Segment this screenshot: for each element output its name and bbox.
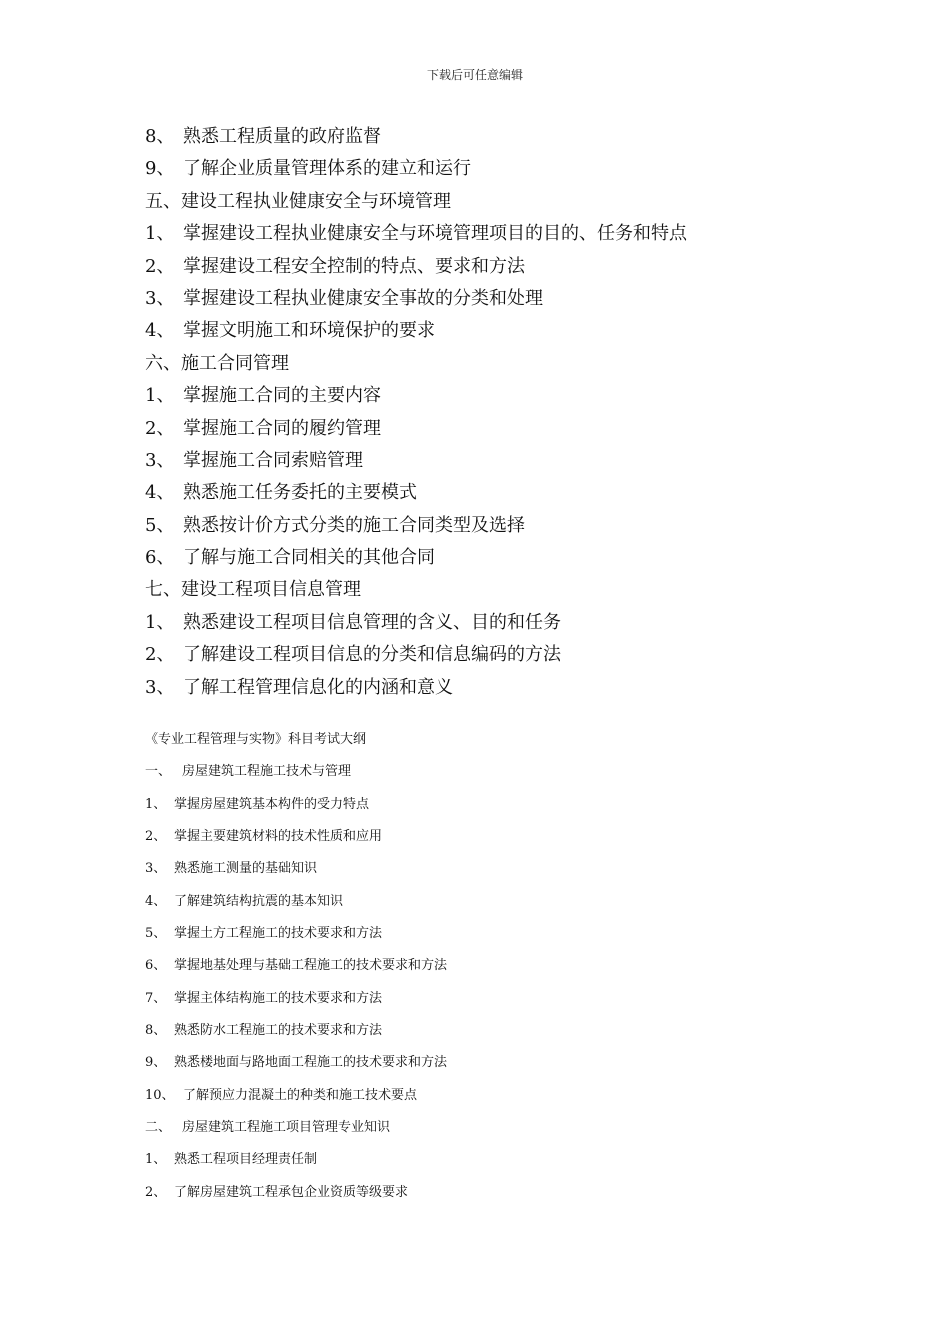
item-text: 熟悉按计价方式分类的施工合同类型及选择 xyxy=(183,514,525,536)
item-number: 3、 xyxy=(145,861,167,877)
item-number: 3、 xyxy=(145,287,175,309)
page-header-note: 下载后可任意编辑 xyxy=(426,68,523,82)
list-item xyxy=(145,121,905,153)
item-number: 6、 xyxy=(145,958,167,974)
item-text: 了解建筑结构抗震的基本知识 xyxy=(174,893,344,909)
item-number: 一、 xyxy=(145,764,172,780)
item-number: 5、 xyxy=(145,514,175,536)
item-text: 掌握施工合同的主要内容 xyxy=(183,385,381,407)
item-text: 了解工程管理信息化的内涵和意义 xyxy=(183,676,453,698)
syllabus-list-secondary xyxy=(145,724,905,1209)
list-item xyxy=(145,283,905,315)
item-number: 1、 xyxy=(145,385,175,407)
list-item xyxy=(145,821,905,853)
item-number: 4、 xyxy=(145,893,167,909)
item-number: 7、 xyxy=(145,990,167,1006)
list-item xyxy=(145,983,905,1015)
item-number: 3、 xyxy=(145,449,175,471)
item-number: 1、 xyxy=(145,611,175,633)
item-text: 了解企业质量管理体系的建立和运行 xyxy=(183,158,471,180)
item-text: 掌握主要建筑材料的技术性质和应用 xyxy=(174,829,383,845)
item-number: 2、 xyxy=(145,829,167,845)
list-item xyxy=(145,542,905,574)
section-heading-text: 房屋建筑工程施工项目管理专业知识 xyxy=(182,1120,391,1136)
item-number: 1、 xyxy=(145,796,167,812)
item-number: 1、 xyxy=(145,223,175,245)
item-text: 熟悉施工测量的基础知识 xyxy=(174,861,318,877)
list-item xyxy=(145,380,905,412)
item-text: 熟悉工程质量的政府监督 xyxy=(183,126,381,147)
item-text: 掌握地基处理与基础工程施工的技术要求和方法 xyxy=(174,958,448,974)
list-item xyxy=(145,477,905,509)
section-heading xyxy=(145,348,905,380)
item-text: 了解与施工合同相关的其他合同 xyxy=(183,547,435,569)
section-heading-text: 房屋建筑工程施工技术与管理 xyxy=(182,764,352,780)
list-item xyxy=(145,639,905,671)
list-item xyxy=(145,218,905,250)
section-heading-text: 六、施工合同管理 xyxy=(145,352,289,374)
item-number: 3、 xyxy=(145,676,175,698)
document-subtitle: 《专业工程管理与实物》科目考试大纲 xyxy=(145,732,367,747)
syllabus-list-main xyxy=(145,121,905,704)
list-item xyxy=(145,950,905,982)
list-item xyxy=(145,1047,905,1079)
item-text: 掌握房屋建筑基本构件的受力特点 xyxy=(174,796,370,812)
item-number: 1、 xyxy=(145,1152,167,1168)
item-number: 8、 xyxy=(145,1023,167,1039)
item-text: 熟悉工程项目经理责任制 xyxy=(174,1152,318,1168)
list-item xyxy=(145,510,905,542)
section-heading xyxy=(145,574,905,606)
list-item xyxy=(145,789,905,821)
item-number: 4、 xyxy=(145,320,175,342)
item-text: 熟悉防水工程施工的技术要求和方法 xyxy=(174,1023,383,1039)
list-item xyxy=(145,918,905,950)
item-text: 掌握施工合同索赔管理 xyxy=(183,449,363,471)
list-item xyxy=(145,886,905,918)
section-heading xyxy=(145,1112,905,1144)
list-item xyxy=(145,445,905,477)
item-text: 掌握建设工程安全控制的特点、要求和方法 xyxy=(183,255,525,277)
item-text: 熟悉建设工程项目信息管理的含义、目的和任务 xyxy=(183,611,561,633)
item-text: 掌握主体结构施工的技术要求和方法 xyxy=(174,990,383,1006)
item-number: 二、 xyxy=(145,1120,172,1136)
list-item xyxy=(145,853,905,885)
section-heading-text: 五、建设工程执业健康安全与环境管理 xyxy=(145,190,451,212)
item-number: 2、 xyxy=(145,255,175,277)
list-item xyxy=(145,413,905,445)
list-item xyxy=(145,1015,905,1047)
item-text: 熟悉施工任务委托的主要模式 xyxy=(183,482,417,504)
item-number: 8、 xyxy=(145,126,175,147)
item-text: 掌握施工合同的履约管理 xyxy=(183,417,381,439)
item-number: 2、 xyxy=(145,644,175,666)
item-number: 4、 xyxy=(145,482,175,504)
item-text: 掌握文明施工和环境保护的要求 xyxy=(183,320,435,342)
item-text: 了解预应力混凝土的种类和施工技术要点 xyxy=(183,1087,418,1103)
item-text: 掌握建设工程执业健康安全事故的分类和处理 xyxy=(183,287,543,309)
section-heading xyxy=(145,186,905,218)
item-text: 了解房屋建筑工程承包企业资质等级要求 xyxy=(174,1184,409,1200)
item-number: 10、 xyxy=(145,1087,175,1103)
list-item xyxy=(145,153,905,185)
list-item xyxy=(145,607,905,639)
item-text: 熟悉楼地面与路地面工程施工的技术要求和方法 xyxy=(174,1055,448,1071)
item-number: 9、 xyxy=(145,158,175,180)
item-number: 6、 xyxy=(145,547,175,569)
item-text: 掌握建设工程执业健康安全与环境管理项目的目的、任务和特点 xyxy=(183,223,687,245)
item-number: 2、 xyxy=(145,1184,167,1200)
section-heading-text: 七、建设工程项目信息管理 xyxy=(145,579,361,601)
section-heading xyxy=(145,756,905,788)
list-item xyxy=(145,1080,905,1112)
list-item xyxy=(145,315,905,347)
item-number: 9、 xyxy=(145,1055,167,1071)
item-text: 掌握土方工程施工的技术要求和方法 xyxy=(174,926,383,942)
list-item xyxy=(145,1144,905,1176)
item-number: 5、 xyxy=(145,926,167,942)
list-item xyxy=(145,251,905,283)
list-item xyxy=(145,1177,905,1209)
item-number: 2、 xyxy=(145,417,175,439)
item-text: 了解建设工程项目信息的分类和信息编码的方法 xyxy=(183,644,561,666)
list-item xyxy=(145,672,905,704)
